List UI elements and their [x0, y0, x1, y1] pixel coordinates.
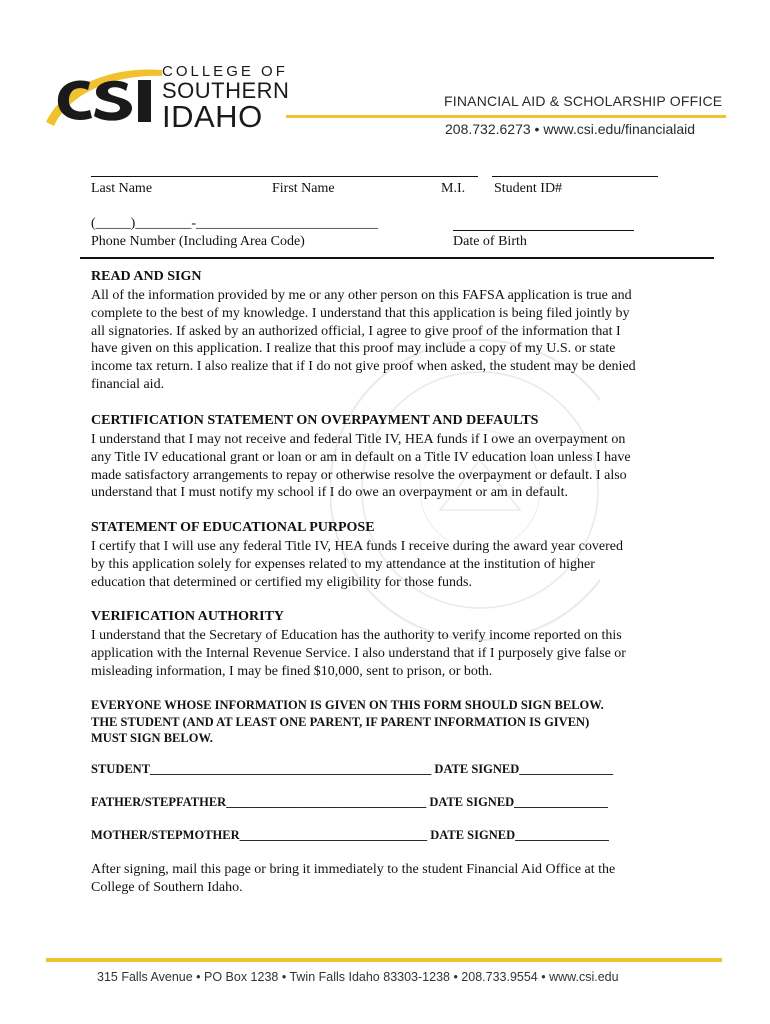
office-contact: 208.732.6273 • www.csi.edu/financialaid	[445, 121, 696, 137]
section-body-read-and-sign	[91, 287, 691, 394]
csi-logo-mark	[44, 64, 164, 130]
text-line: financial aid.	[91, 376, 165, 392]
dob-underline[interactable]	[453, 230, 634, 231]
name-underline[interactable]	[91, 176, 478, 177]
section-body-certification	[91, 431, 691, 502]
logo-line-college-of: COLLEGE OF	[162, 63, 288, 80]
text-line: misleading information, I may be fined $10,000, sent to prison, or both.	[91, 663, 493, 679]
closing-line: After signing, mail this page or bring it immediately to the student Financial Aid Office at the	[91, 862, 616, 877]
text-line: all signatories. If asked by an authorized official, I agree to give proof of the information that I	[91, 323, 621, 339]
student-id-label: Student ID#	[494, 181, 563, 196]
text-line: made satisfactory arrangements to repay or otherwise resolve the overpayment or default. I also	[91, 467, 627, 483]
text-line: All of the information provided by me or any other person on this FAFSA application is true and	[91, 288, 632, 303]
last-name-label: Last Name	[91, 181, 153, 196]
notice-line: MUST SIGN BELOW.	[91, 731, 213, 745]
notice-line: EVERYONE WHOSE INFORMATION IS GIVEN ON THIS FORM SHOULD SIGN BELOW.	[91, 698, 604, 712]
section-title-educational-purpose: STATEMENT OF EDUCATIONAL PURPOSE	[91, 520, 375, 535]
closing-line: College of Southern Idaho.	[91, 880, 243, 895]
mi-label: M.I.	[441, 181, 466, 196]
form-divider	[80, 257, 714, 259]
section-title-certification: CERTIFICATION STATEMENT ON OVERPAYMENT AND DEFAULTS	[91, 413, 539, 428]
mother-signature-line[interactable]: MOTHER/STEPMOTHER______________________________ DATE SIGNED_______________	[91, 828, 609, 842]
section-body-verification-authority	[91, 627, 691, 680]
father-signature-line[interactable]: FATHER/STEPFATHER________________________________ DATE SIGNED_______________	[91, 795, 608, 809]
footer-divider	[46, 958, 722, 962]
text-line: education that determined or certified my eligibility for those funds.	[91, 574, 473, 590]
signature-notice	[91, 697, 691, 747]
text-line: income tax return. I also realize that if I do not give proof when asked, the student may be denied	[91, 359, 636, 375]
first-name-label: First Name	[272, 181, 335, 196]
logo-wordmark	[162, 64, 289, 132]
text-line: have given on this application. I realize that this proof may include a copy of my U.S. or state	[91, 341, 616, 357]
logo-line-idaho: IDAHO	[162, 99, 263, 134]
text-line: application with the Internal Revenue Service. I also understand that if I purposely give false or	[91, 645, 626, 661]
text-line: I understand that the Secretary of Education has the authority to verify income reported on this	[91, 628, 622, 643]
footer-address: 315 Falls Avenue • PO Box 1238 • Twin Falls Idaho 83303-1238 • 208.733.9554 • www.csi.edu	[97, 970, 619, 984]
office-title: FINANCIAL AID & SCHOLARSHIP OFFICE	[444, 93, 723, 109]
phone-number-field[interactable]: (_____)________-__________________________	[91, 216, 378, 231]
student-signature-line[interactable]: STUDENT_____________________________________________ DATE SIGNED_______________	[91, 762, 614, 776]
phone-number-label: Phone Number (Including Area Code)	[91, 234, 305, 249]
section-title-verification-authority: VERIFICATION AUTHORITY	[91, 609, 285, 624]
section-body-educational-purpose	[91, 538, 691, 591]
text-line: complete to the best of my knowledge. I understand that this application is being filed jointly by	[91, 305, 630, 321]
notice-line: THE STUDENT (AND AT LEAST ONE PARENT, IF PARENT INFORMATION IS GIVEN)	[91, 714, 590, 729]
closing-instructions	[91, 861, 691, 897]
text-line: any Title IV educational grant or loan or am in default on a Title IV education loan unless I have	[91, 449, 631, 465]
text-line: understand that I must notify my school if I do owe an overpayment or am in default.	[91, 485, 569, 501]
text-line: by this application solely for expenses related to my attendance at the institution of higher	[91, 556, 595, 572]
text-line: I understand that I may not receive and federal Title IV, HEA funds if I owe an overpayment on	[91, 432, 626, 447]
student-id-underline[interactable]	[492, 176, 658, 177]
section-title-read-and-sign: READ AND SIGN	[91, 269, 202, 284]
header-divider	[286, 115, 726, 118]
dob-label: Date of Birth	[453, 234, 527, 249]
logo-line-southern: SOUTHERN	[162, 78, 290, 103]
text-line: I certify that I will use any federal Title IV, HEA funds I receive during the award year covered	[91, 539, 623, 554]
